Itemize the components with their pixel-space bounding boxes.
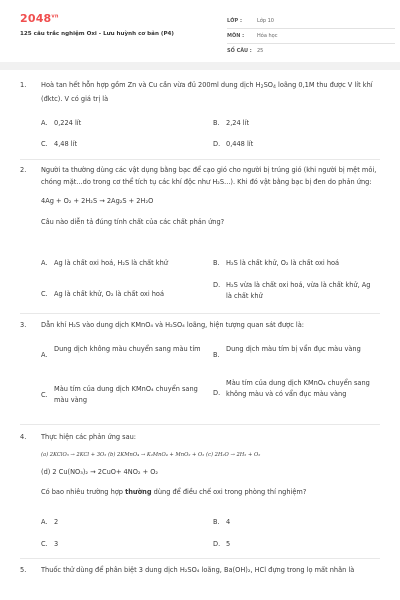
question-3 (20, 320, 380, 332)
question-text: Thuốc thử dùng để phân biệt 3 dung dịch H₂SO₄ loãng, Ba(OH)₂, HCl đựng trong lọ mất nhãn là (41, 566, 355, 574)
divider (20, 159, 380, 160)
reaction-list: (a) 2KClO₃ → 2KCl + 3O₂ (b) 2KMnO₄ → K₂MnO₄ + MnO₂ + O₂ (c) 2H₂O → 2H₂ + O₂ (41, 451, 261, 458)
question-1 (20, 80, 380, 105)
q3-option-a[interactable]: A. Dung dịch không màu chuyển sang màu tím (41, 345, 201, 359)
question-number: 3. (20, 321, 27, 329)
q3-option-d[interactable]: D. Màu tím của dung dịch KMnO₄ chuyển sang không màu và có vẩn đục màu vàng (213, 379, 370, 398)
meta-info (227, 14, 395, 58)
q1-option-a[interactable]: A. 0,224 lít (41, 119, 82, 127)
question-text: Người ta thường dùng các vật dụng bằng bạc để cạo gió cho người bị trúng gió (khi người bị mệt mỏi, chóng mặt...do trong cơ thể tích tụ các khí độc như H₂S...). Khi đó vật bằng bạc bị đen do phản ứng: (41, 166, 377, 186)
question-prompt: Câu nào diễn tả đúng tính chất của các chất phản ứng? (41, 217, 225, 226)
question-4 (20, 432, 380, 498)
q4-option-d[interactable]: D. 5 (213, 540, 231, 548)
divider (20, 313, 380, 314)
meta-row-socau (227, 44, 395, 58)
q2-option-a[interactable]: A. Ag là chất oxi hoá, H₂S là chất khử (41, 259, 168, 267)
q1-option-b[interactable]: B. 2,24 lít (213, 119, 250, 127)
question-5 (20, 565, 380, 577)
question-prompt: Có bao nhiêu trường hợp thường dùng để điều chế oxi trong phòng thí nghiệm? (41, 487, 307, 496)
q2-option-d[interactable]: D. H₂S vừa là chất oxi hoá, vừa là chất khử, Ag là chất khử (213, 281, 371, 300)
question-2 (20, 165, 380, 228)
question-text: Dẫn khí H₂S vào dung dịch KMnO₄ và H₂SO₄ loãng, hiện tượng quan sát được là: (41, 321, 305, 329)
q3-option-b[interactable]: B. Dung dịch màu tím bị vẩn đục màu vàng (213, 345, 361, 359)
lop-label: LỚP : (227, 18, 242, 24)
question-text: Hoà tan hết hỗn hợp gồm Zn và Cu cần vừa đủ 200ml dung dịch $H_2SO_4$ loãng 0,1M thu được V lít khí (đktc). V có giá trị là (41, 81, 373, 103)
meta-row-lop (227, 14, 395, 29)
socau-value: 25 (257, 48, 264, 54)
header-separator (0, 62, 400, 70)
mon-label: MÔN : (227, 33, 245, 39)
reaction-equation: 4Ag + O₂ + 2H₂S → 2Ag₂S + 2H₂O (41, 197, 154, 205)
question-text: Thực hiện các phản ứng sau: (41, 433, 137, 441)
header (0, 0, 400, 62)
q3-option-c[interactable]: C. Màu tím của dung dịch KMnO₄ chuyển sang màu vàng (41, 385, 198, 404)
meta-row-mon (227, 29, 395, 44)
q4-option-a[interactable]: A. 2 (41, 518, 59, 526)
q1-option-d[interactable]: D. 0,448 lít (213, 140, 254, 148)
q2-option-b[interactable]: B. H₂S là chất khử, O₂ là chất oxi hoá (213, 259, 340, 267)
socau-label: SỐ CÂU : (227, 48, 252, 54)
page-title: 125 câu trắc nghiệm Oxi - Lưu huỳnh cơ bản (P4) (20, 31, 174, 37)
q2-option-c[interactable]: C. Ag là chất khử, O₂ là chất oxi hoá (41, 290, 164, 298)
question-number: 5. (20, 566, 27, 574)
question-number: 4. (20, 433, 27, 441)
question-number: 1. (20, 81, 27, 89)
lop-value: Lớp 10 (257, 18, 274, 24)
divider (20, 424, 380, 425)
q1-option-c[interactable]: C. 4,48 lít (41, 140, 78, 148)
site-logo[interactable]: $2048^{vn}$ (20, 12, 59, 25)
q4-option-c[interactable]: C. 3 (41, 540, 59, 548)
q4-option-b[interactable]: B. 4 (213, 518, 231, 526)
divider (20, 558, 380, 559)
question-number: 2. (20, 166, 27, 174)
mon-value: Hóa học (257, 33, 278, 39)
reaction-d: (d) 2 Cu(NO₃)₂ → 2CuO+ 4NO₂ + O₂ (41, 468, 159, 476)
